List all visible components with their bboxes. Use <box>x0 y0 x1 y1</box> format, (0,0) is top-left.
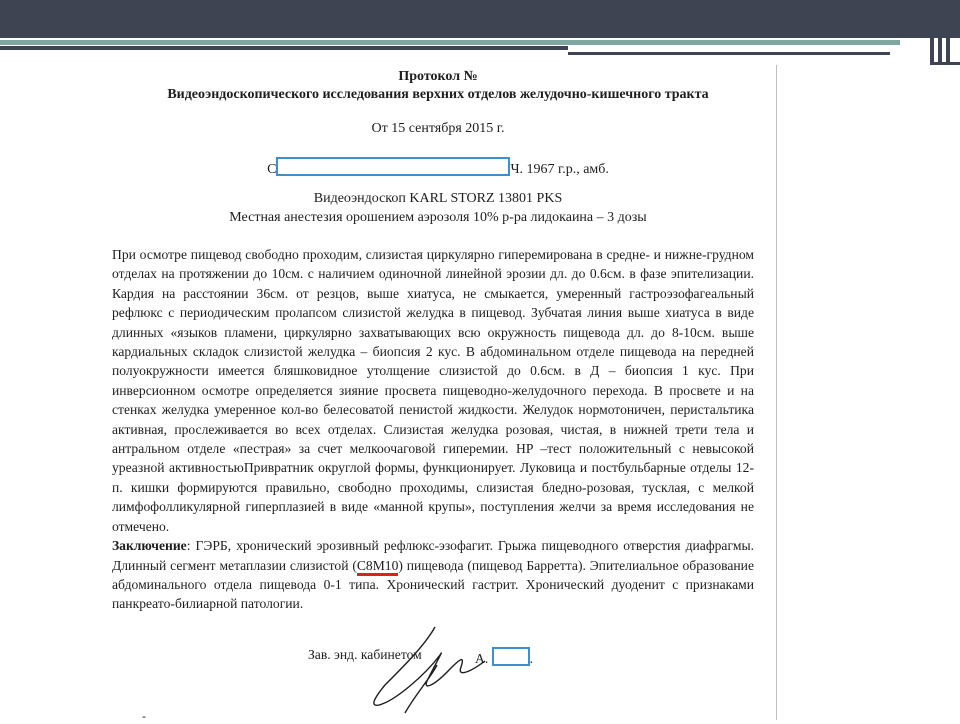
conclusion-text-part1: : ГЭРБ, хронический эрозивный рефлюкс-эзофагит. Грыжа пищеводного отверстия диафрагмы. Длинный сегмент метаплазии слизистой ( <box>112 538 754 573</box>
patient-line <box>100 157 776 178</box>
header-rule-left <box>0 46 568 50</box>
accent-rule <box>0 40 900 45</box>
anesthesia-line: Местная анестезия орошением аэрозоля 10% р-ра лидокаина – 3 дозы <box>229 210 647 225</box>
signature-name-suffix: . <box>529 651 534 666</box>
patient-prefix: С <box>267 162 277 177</box>
conclusion-text-part2: ) пищевода (пищевод Барретта). Эпителиальное образование абдоминального отдела пищевода 0-1 типа. Хронический гастрит. Хронический дуоденит с признаками панкреато-билиарной патологии. <box>112 557 754 612</box>
highlighted-code: C8M10 <box>357 558 399 576</box>
corner-ornament-base <box>930 62 960 65</box>
footer-mark: - <box>142 709 146 723</box>
conclusion-paragraph <box>112 536 754 614</box>
corner-ornament-line <box>946 0 950 64</box>
patient-suffix: Ч. 1967 г.р., амб. <box>510 162 609 177</box>
findings-paragraph: При осмотре пищевод свободно проходим, слизистая циркулярно гиперемирована в средне- и нижне-грудном отделах на протяжении до 10см. с наличием одиночной линейной эрозии дл. до 0.6см. в фазе эпителизации. Кардия на расстоянии 36см. от резцов, выше хиатуса, не смыкается, умеренный гастроэзофагеальный рефлюкс с периодическим пролапсом слизистой желудка в пищевод. Зубчатая линия выше хиатуса в виде длинных «языков пламени, циркулярно захватывающих всю окружность пищевода дл. до 8-10см. выше кардиальных складок слизистой желудка – биопсия 2 кус. В абдоминальном отделе пищевода на передней полуокружности имеется бляшковидное утолщение слизистой до 0.6см. в Д – биопсия 1 кус. При инверсионном осмотре определяется зияние просвета пищеводно-желудочного перехода. В просвете и на стенках желудка умеренное кол-во белесоватой пенистой жидкости. Желудок нормотоничен, перистальтика активная, прослеживается во всех отделах. Слизистая желудка розовая, чистая, в нижней трети тела и антральном отделе «пестрая» за счет мелкоочаговой гиперемии. HP –тест положительный с невысокой уреазной активностьюПривратник округлой формы, функционирует. Луковица и постбульбарные отделы 12-п. кишки формируются правильно, свободно проходимы, слизистая бледно-розовая, тусклая, с мелкой лимфофолликулярной гиперплазией в виде «манной крупы», поступления желчи за время исследования не отмечено. <box>112 247 754 534</box>
protocol-subtitle: Видеоэндоскопического исследования верхних отделов желудочно-кишечного тракта <box>167 87 709 102</box>
scanned-protocol-document <box>100 65 777 723</box>
slide-header-bar <box>0 0 960 38</box>
protocol-title: Протокол № <box>398 69 478 84</box>
signature-name-prefix: А. <box>475 651 489 666</box>
redaction-box <box>276 157 510 176</box>
handwritten-signature <box>365 625 505 715</box>
header-rule-right <box>568 52 890 55</box>
conclusion-label: Заключение <box>112 538 187 554</box>
signature-label: Зав. энд. кабинетом <box>308 647 422 662</box>
protocol-date: От 15 сентября 2015 г. <box>371 121 505 136</box>
corner-ornament-line <box>938 0 942 64</box>
corner-ornament-line <box>930 0 934 64</box>
device-line: Видеоэндоскоп KARL STORZ 13801 PKS <box>313 191 563 206</box>
protocol-body <box>112 245 754 614</box>
